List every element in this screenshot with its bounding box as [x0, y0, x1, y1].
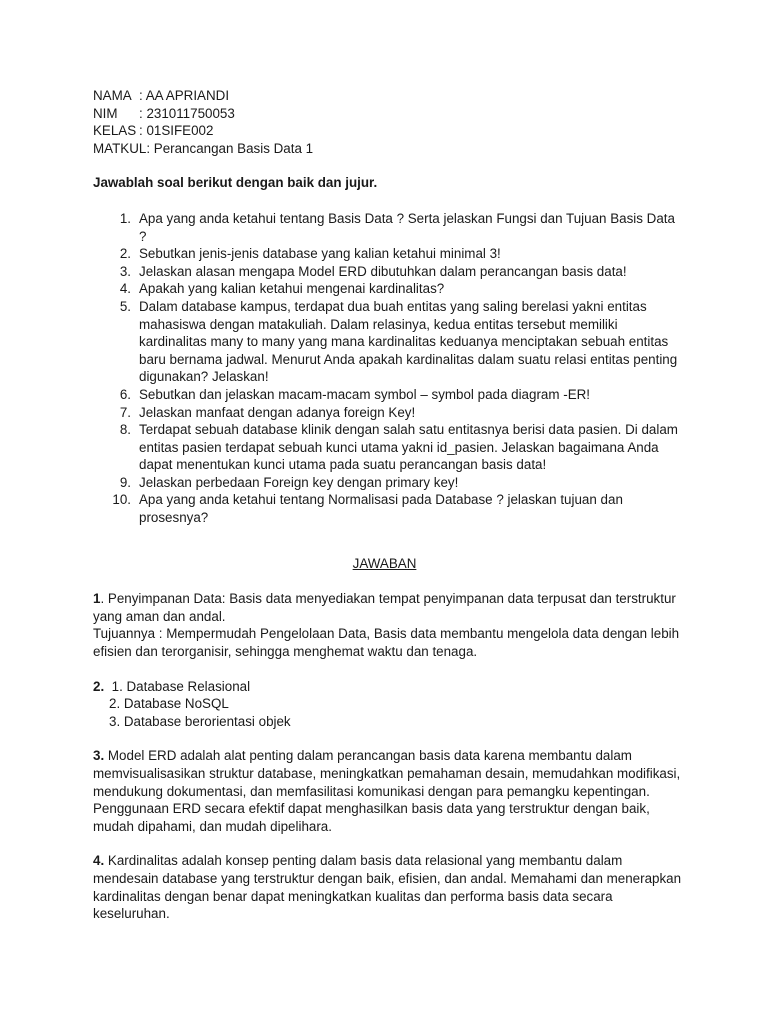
question-item: [93, 421, 683, 474]
question-number: 7.: [119, 404, 131, 420]
answer-1-line-2: Tujuannya : Mempermudah Pengelolaan Data, Basis data membantu mengelola data dengan lebih efisien dan terorganisir, sehingga menghemat waktu dan tenaga.: [93, 626, 680, 660]
question-text: Apa yang anda ketahui tentang Normalisasi pada Database ? jelaskan tujuan dan prosesnya?: [139, 492, 623, 526]
question-item: [93, 210, 683, 245]
question-item: [93, 404, 683, 422]
list-item: [93, 678, 683, 696]
question-text: Jelaskan manfaat dengan adanya foreign Key!: [139, 404, 416, 420]
question-item: [93, 474, 683, 492]
nim-label: NIM: [93, 105, 118, 121]
kelas-line: [93, 122, 683, 140]
question-item: [93, 245, 683, 263]
question-number: 10.: [112, 492, 131, 508]
answer-number: 4.: [93, 853, 105, 869]
document-content: [93, 87, 683, 923]
answer-4: [93, 852, 683, 922]
list-item-text: 1. Database Relasional: [111, 678, 251, 694]
kelas-value: : 01SIFE002: [139, 123, 214, 139]
matkul-value: : Perancangan Basis Data 1: [146, 140, 314, 156]
question-number: 2.: [119, 246, 131, 262]
answer-text: Model ERD adalah alat penting dalam perancangan basis data karena membantu dalam memvisualisasikan struktur database, meningkatkan pemahaman desain, memudahkan modifikasi, mendukung dokumentasi, dan memfasilitasi komunikasi dengan para pemangku kepentingan. Penggunaan ERD secara efektif dapat menghasilkan basis data yang terstruktur dengan baik, mudah dipahami, dan mudah dipelihara.: [93, 748, 681, 834]
nim-line: [93, 105, 683, 123]
question-number: 6.: [119, 386, 131, 402]
answers-title: JAWABAN: [352, 555, 417, 571]
question-text: Dalam database kampus, terdapat dua buah entitas yang saling berelasi yakni entitas mahasiswa dengan matakuliah. Dalam relasinya, kedua entitas tersebut memiliki kardinalitas many to many yang mana kardinalitas keduanya menciptakan sebuah entitas baru bernama jadwal. Menurut Anda apakah kardinalitas dalam suatu relasi entitas penting digunakan? Jelaskan!: [139, 298, 678, 385]
answer-text: Kardinalitas adalah konsep penting dalam basis data relasional yang membantu dalam mendesain database yang terstruktur dengan baik, efisien, dan andal. Memahami dan menerapkan kardinalitas dengan benar dapat meningkatkan kualitas dan performa basis data secara keseluruhan.: [93, 853, 682, 922]
answer-1-line-1: [93, 590, 683, 625]
list-item: 3. Database berorientasi objek: [109, 713, 291, 729]
answer-2: [93, 678, 683, 731]
database-type-list: [93, 678, 683, 731]
question-number: 1.: [119, 210, 131, 226]
question-number: 9.: [119, 474, 131, 490]
answer-3: [93, 747, 683, 835]
answer-number: 3.: [93, 748, 105, 764]
question-text: Sebutkan dan jelaskan macam-macam symbol – symbol pada diagram -ER!: [139, 386, 591, 402]
nama-label: NAMA: [93, 88, 132, 103]
question-text: Jelaskan perbedaan Foreign key dengan primary key!: [139, 474, 459, 490]
question-item: [93, 491, 683, 526]
nama-value: : AA APRIANDI: [139, 88, 230, 103]
answer-1: [93, 590, 683, 660]
nama-line: [93, 87, 683, 105]
matkul-line: [93, 140, 683, 158]
question-item: [93, 386, 683, 404]
nim-value: : 231011750053: [139, 105, 235, 121]
answer-number: 2.: [93, 678, 105, 694]
question-number: 4.: [119, 281, 131, 297]
instruction: Jawablah soal berikut dengan baik dan jujur.: [93, 175, 378, 191]
question-item: [93, 298, 683, 386]
question-text: Terdapat sebuah database klinik dengan salah satu entitasnya berisi data pasien. Di dalam entitas pasien terdapat sebuah kunci utama yakni id_pasien. Jelaskan bagaimana Anda dapat menentukan kunci utama pada suatu perancangan basis data!: [139, 422, 678, 473]
kelas-label: KELAS: [93, 123, 137, 139]
question-number: 3.: [119, 263, 131, 279]
matkul-label: MATKUL: [93, 140, 147, 156]
question-number: 5.: [119, 298, 131, 314]
question-item: [93, 263, 683, 281]
question-list: [93, 210, 683, 527]
question-text: Sebutkan jenis-jenis database yang kalian ketahui minimal 3!: [139, 246, 501, 262]
answer-text: . Penyimpanan Data: Basis data menyediakan tempat penyimpanan data terpusat dan terstruktur yang aman dan andal.: [93, 591, 676, 624]
question-item: [93, 280, 683, 298]
question-text: Apa yang anda ketahui tentang Basis Data ? Serta jelaskan Fungsi dan Tujuan Basis Data ?: [139, 210, 675, 244]
answer-number: 1: [93, 591, 101, 607]
question-text: Jelaskan alasan mengapa Model ERD dibutuhkan dalam perancangan basis data!: [139, 263, 627, 279]
list-item: 2. Database NoSQL: [109, 696, 229, 712]
student-info: [93, 87, 683, 157]
question-number: 8.: [119, 422, 131, 438]
question-text: Apakah yang kalian ketahui mengenai kardinalitas?: [139, 281, 445, 297]
